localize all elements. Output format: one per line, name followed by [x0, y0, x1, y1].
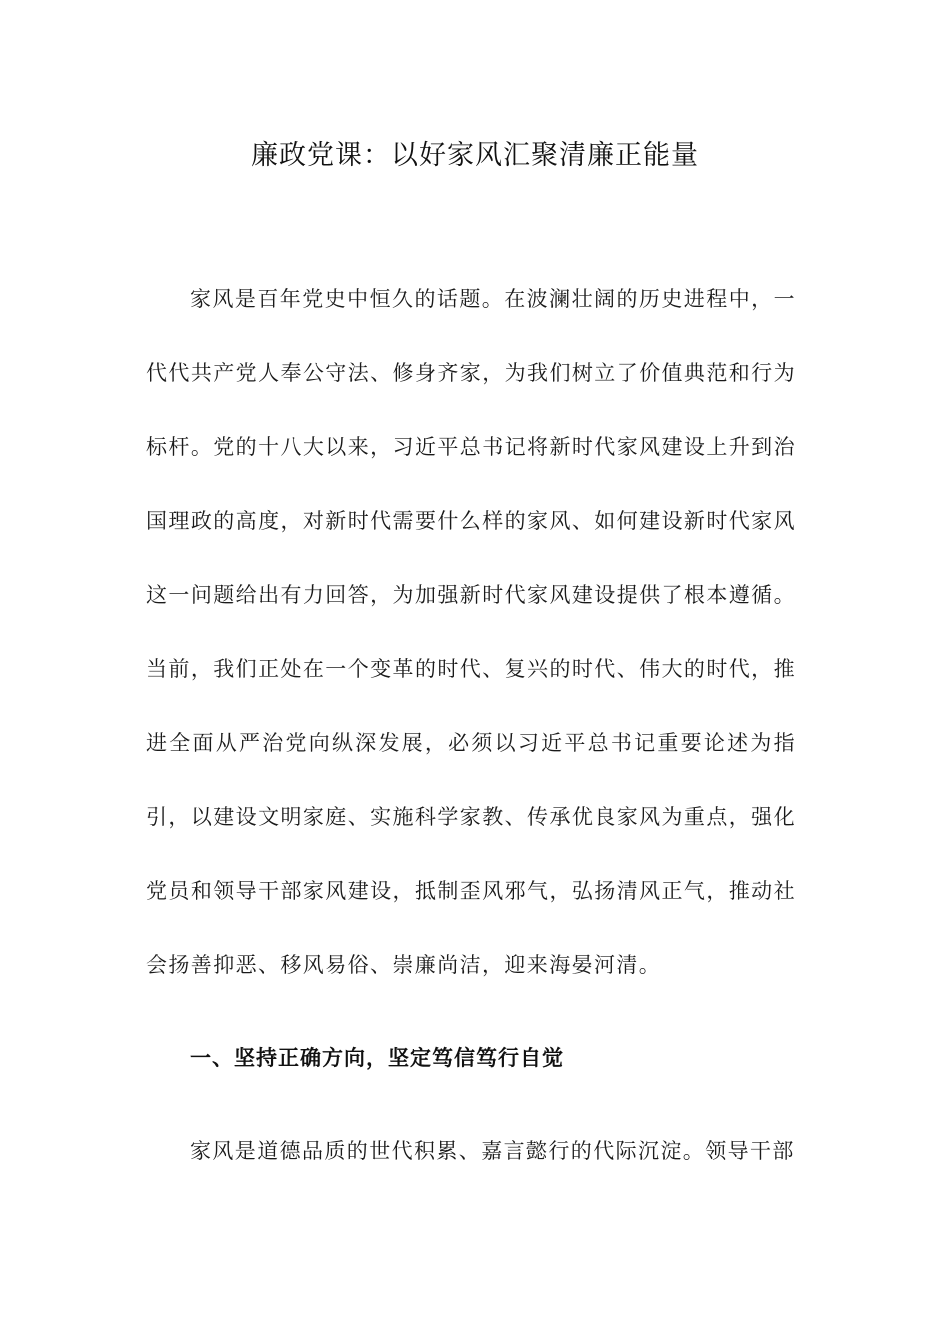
body-paragraph: 家风是道德品质的世代积累、嘉言懿行的代际沉淀。领导干部 — [190, 1139, 795, 1163]
body-paragraph: 家风是百年党史中恒久的话题。在波澜壮阔的历史进程中，一代代共产党人奉公守法、修身齐家，为我们树立了价值典范和行为标杆。党的十八大以来，习近平总书记将新时代家风建设上升到治国理政的高度，对新时代需要什么样的家风、如何建设新时代家风这一问题给出有力回答，为加强新时代家风建设提供了根本遵循。当前，我们正处在一个变革的时代、复兴的时代、伟大的时代，推进全面从严治党向纵深发展，必须以习近平总书记重要论述为指引，以建设文明家庭、实施科学家教、传承优良家风为重点，强化党员和领导干部家风建设，抵制歪风邪气，弘扬清风正气，推动社会扬善抑恶、移风易俗、崇廉尚洁，迎来海晏河清。 — [146, 287, 796, 977]
section-heading: 一、坚持正确方向，坚定笃信笃行自觉 — [190, 1046, 564, 1070]
document-title: 廉政党课：以好家风汇聚清廉正能量 — [251, 140, 699, 171]
